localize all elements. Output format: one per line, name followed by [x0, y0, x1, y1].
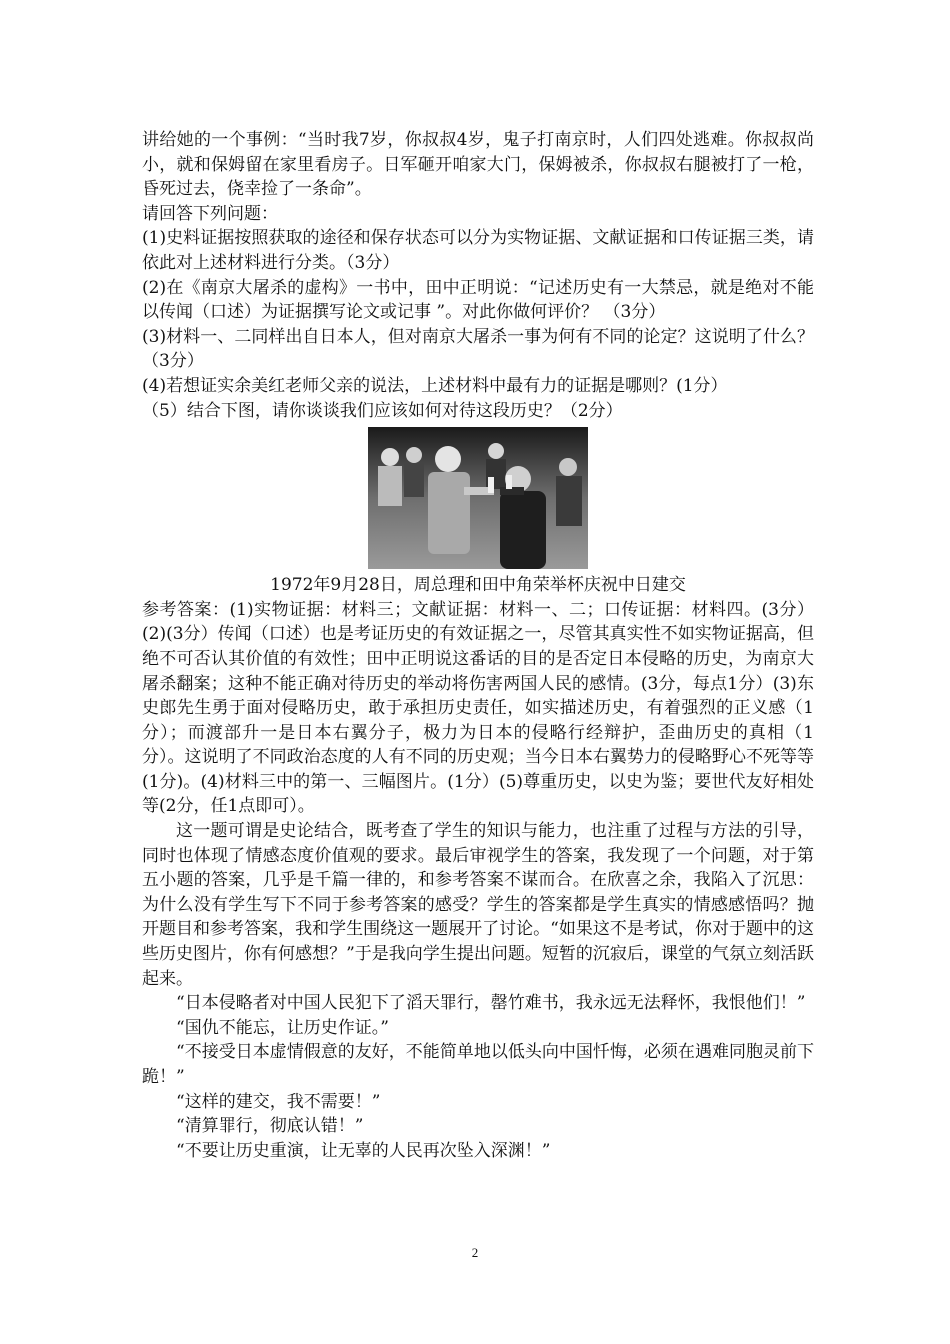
question-4: (4)若想证实余美红老师父亲的说法，上述材料中最有力的证据是哪则？(1分） [142, 375, 728, 396]
question-2: (2)在《南京大屠杀的虚构》一书中，田中正明说：“记述历史有一大禁忌，就是绝对不能以传闻（口述）为证据撰写论文或记事 ”。对此你做何评价？ （3分） [142, 277, 814, 323]
student-quote: “国仇不能忘，让历史作证。” [176, 1017, 389, 1038]
question-5: （5）结合下图，请你谈谈我们应该如何对待这段历史？（2分） [142, 400, 623, 421]
student-quote: “清算罪行，彻底认错！” [176, 1116, 364, 1137]
photo-illustration [368, 427, 588, 569]
student-quote: “不接受日本虚情假意的友好，不能简单地以低头向中国忏悔，必须在遇难同胞灵前下跪！” [142, 1042, 814, 1087]
question-1: (1)史料证据按照获取的途径和保存状态可以分为实物证据、文献证据和口传证据三类，请依此对上述材料进行分类。（3分） [142, 228, 814, 273]
question-3: (3)材料一、二同样出自日本人，但对南京大屠杀一事为何有不同的论定？这说明了什么？（3分） [142, 326, 814, 372]
page-body [142, 128, 814, 1163]
student-quote: “这样的建交，我不需要！” [176, 1091, 381, 1112]
story-paragraph: 讲给她的一个事例：“当时我7岁，你叔叔4岁，鬼子打南京时，人们四处逃难。你叔叔尚小，就和保姆留在家里看房子。日军砸开咱家大门，保姆被杀，你叔叔右腿被打了一枪，昏死过去，侥幸捡了一条命”。 [142, 130, 814, 200]
photo-container [142, 427, 814, 569]
reflection-paragraph: 这一题可谓是史论结合，既考查了学生的知识与能力，也注重了过程与方法的引导，同时也体现了情感态度价值观的要求。最后审视学生的答案，我发现了一个问题，对于第五小题的答案，几乎是千篇一律的，和参考答案不谋而合。在欣喜之余，我陷入了沉思：为什么没有学生写下不同于参考答案的感受？学生的答案都是学生真实的情感感悟吗？抛开题目和参考答案，我和学生围绕这一题展开了讨论。“如果这不是考试，你对于题中的这些历史图片，你有何感想？”于是我向学生提出问题。短暂的沉寂后，课堂的气氛立刻活跃起来。 [142, 821, 814, 989]
photo-caption: 1972年9月28日，周总理和田中角荣举杯庆祝中日建交 [270, 575, 686, 596]
question-intro: 请回答下列问题： [142, 203, 278, 224]
student-quote: “不要让历史重演，让无辜的人民再次坠入深渊！” [176, 1140, 551, 1161]
historical-photo [368, 427, 588, 569]
page-number: 2 [471, 1245, 479, 1260]
student-quote: “日本侵略者对中国人民犯下了滔天罪行，罄竹难书，我永远无法释怀，我恨他们！” [176, 993, 806, 1014]
reference-answer: 参考答案：(1)实物证据：材料三；文献证据：材料一、二；口传证据：材料四。(3分）(2)(3分）传闻（口述）也是考证历史的有效证据之一，尽管其真实性不如实物证据高，但绝不可否认其价值的有效性；田中正明说这番话的目的是否定日本侵略的历史，为南京大屠杀翻案；这种不能正确对待历史的举动将伤害两国人民的感情。(3分，每点1分）(3)东史郎先生勇于面对侵略历史，敢于承担历史责任，如实描述历史，有着强烈的正义感（1分）；而渡部升一是日本右翼分子，极力为日本的侵略行经辩护，歪曲历史的真相（1分）。这说明了不同政治态度的人有不同的历史观；当今日本右翼势力的侵略野心不死等等(1分)。(4)材料三中的第一、三幅图片。(1分）(5)尊重历史，以史为鉴；要世代友好相处等(2分，任1点即可）。 [142, 599, 814, 817]
